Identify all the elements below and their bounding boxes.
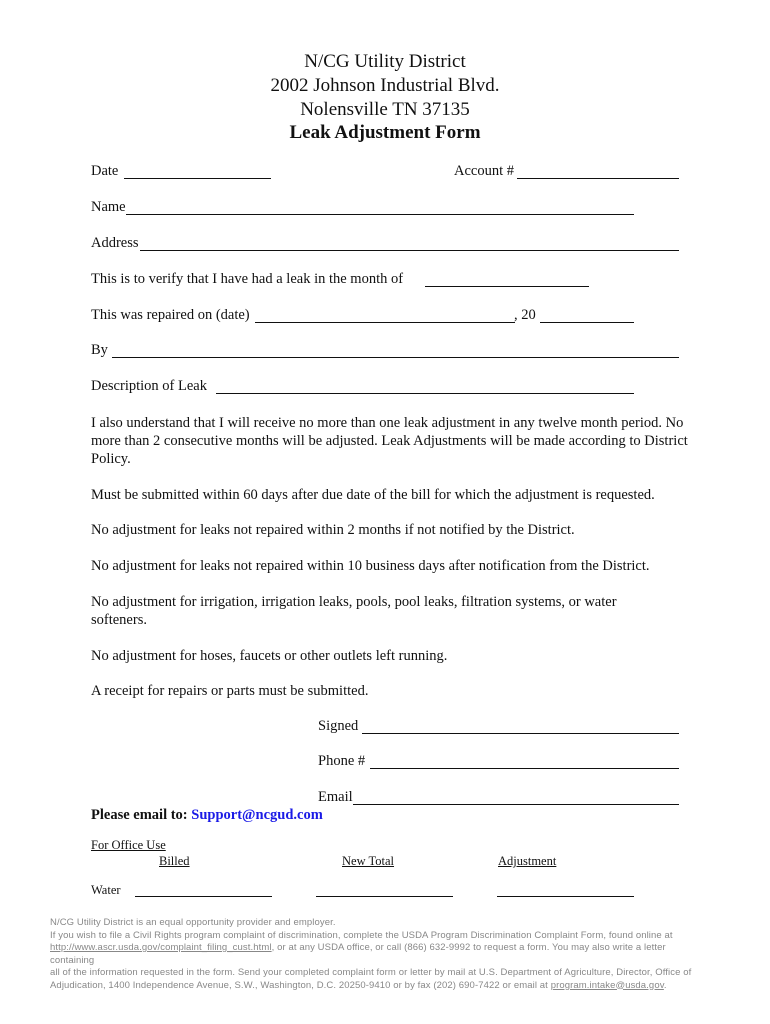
leak-month-label: This is to verify that I have had a leak in the month of bbox=[91, 271, 404, 287]
by-field[interactable] bbox=[112, 357, 679, 358]
footer-line-1: N/CG Utility District is an equal opportunity provider and employer. bbox=[50, 917, 336, 928]
receipt-paragraph: A receipt for repairs or parts must be submitted. bbox=[91, 683, 369, 699]
description-field[interactable] bbox=[216, 393, 634, 394]
office-use-title: For Office Use bbox=[91, 838, 166, 852]
footer-line-4 bbox=[50, 980, 700, 993]
business-days-paragraph: No adjustment for leaks not repaired within 10 business days after notification from the District. bbox=[91, 558, 650, 574]
deadline-paragraph: Must be submitted within 60 days after due date of the bill for which the adjustment is requested. bbox=[91, 487, 655, 503]
email-field[interactable] bbox=[353, 804, 679, 805]
year-prefix: , 20 bbox=[514, 307, 536, 323]
billed-header: Billed bbox=[159, 854, 190, 868]
water-new-total-field[interactable] bbox=[316, 896, 453, 897]
contact-label: Please email to: bbox=[91, 807, 188, 823]
by-label: By bbox=[91, 342, 108, 358]
date-label: Date bbox=[91, 163, 119, 179]
water-billed-field[interactable] bbox=[135, 896, 272, 897]
repair-notice-paragraph: No adjustment for leaks not repaired within 2 months if not notified by the District. bbox=[91, 522, 575, 538]
account-field[interactable] bbox=[517, 178, 679, 179]
leak-month-field[interactable] bbox=[425, 286, 589, 287]
new-total-header: New Total bbox=[342, 854, 395, 868]
org-name: N/CG Utility District bbox=[304, 51, 466, 72]
footer-line-2a: If you wish to file a Civil Rights program complaint of discrimination, complete the USDA Program Discrimination Complaint Form, found online at bbox=[50, 929, 673, 941]
name-field[interactable] bbox=[126, 214, 634, 215]
phone-field[interactable] bbox=[370, 768, 679, 769]
water-row-label: Water bbox=[91, 883, 121, 897]
water-adjustment-field[interactable] bbox=[497, 896, 634, 897]
address-label: Address bbox=[91, 235, 139, 251]
form-title: Leak Adjustment Form bbox=[289, 122, 481, 143]
account-label: Account # bbox=[454, 163, 514, 179]
date-field[interactable] bbox=[124, 178, 271, 179]
signed-label: Signed bbox=[318, 718, 359, 734]
contact-line bbox=[91, 807, 323, 824]
signed-field[interactable] bbox=[362, 733, 679, 734]
program-intake-email-link[interactable]: program.intake@usda.gov bbox=[550, 979, 664, 991]
footer-line-2 bbox=[50, 942, 700, 967]
description-label: Description of Leak bbox=[91, 378, 207, 394]
complaint-form-link[interactable]: http://www.ascr.usda.gov/complaint_filing_cust.html bbox=[50, 942, 272, 953]
adjustment-header: Adjustment bbox=[498, 854, 557, 868]
footer-disclaimer bbox=[50, 917, 700, 992]
repaired-date-field[interactable] bbox=[255, 322, 515, 323]
city-address: Nolensville TN 37135 bbox=[300, 99, 470, 120]
footer-line-3: all of the information requested in the form. Send your completed complaint form or letter by mail at U.S. Department of Agriculture, Director, Office of bbox=[50, 967, 692, 978]
repaired-on-label: This was repaired on (date) bbox=[91, 307, 250, 323]
policy-paragraph: I also understand that I will receive no more than one leak adjustment in any twelve month period. No more than 2 consecutive months will be adjusted. Leak Adjustments will be made according to District Policy. bbox=[91, 415, 688, 467]
hoses-paragraph: No adjustment for hoses, faucets or other outlets left running. bbox=[91, 648, 448, 664]
repaired-year-field[interactable] bbox=[540, 322, 634, 323]
email-label: Email bbox=[318, 789, 353, 805]
address-field[interactable] bbox=[140, 250, 679, 251]
name-label: Name bbox=[91, 199, 126, 215]
support-email-link[interactable]: Support@ncgud.com bbox=[191, 807, 323, 823]
footer-line-4b: . bbox=[663, 979, 667, 991]
footer-line-4a: Adjudication, 1400 Independence Avenue, S.W., Washington, D.C. 20250-9410 or by fax (202) 690-7422 or email at bbox=[50, 979, 548, 991]
footer-line-2b: , or at any USDA office, or call (866) 632-9992 to request a form. You may also write a letter containing bbox=[50, 942, 666, 966]
irrigation-paragraph: No adjustment for irrigation, irrigation leaks, pools, pool leaks, filtration systems, or water softeners. bbox=[91, 594, 617, 628]
street-address: 2002 Johnson Industrial Blvd. bbox=[270, 75, 500, 96]
phone-label: Phone # bbox=[318, 753, 366, 769]
